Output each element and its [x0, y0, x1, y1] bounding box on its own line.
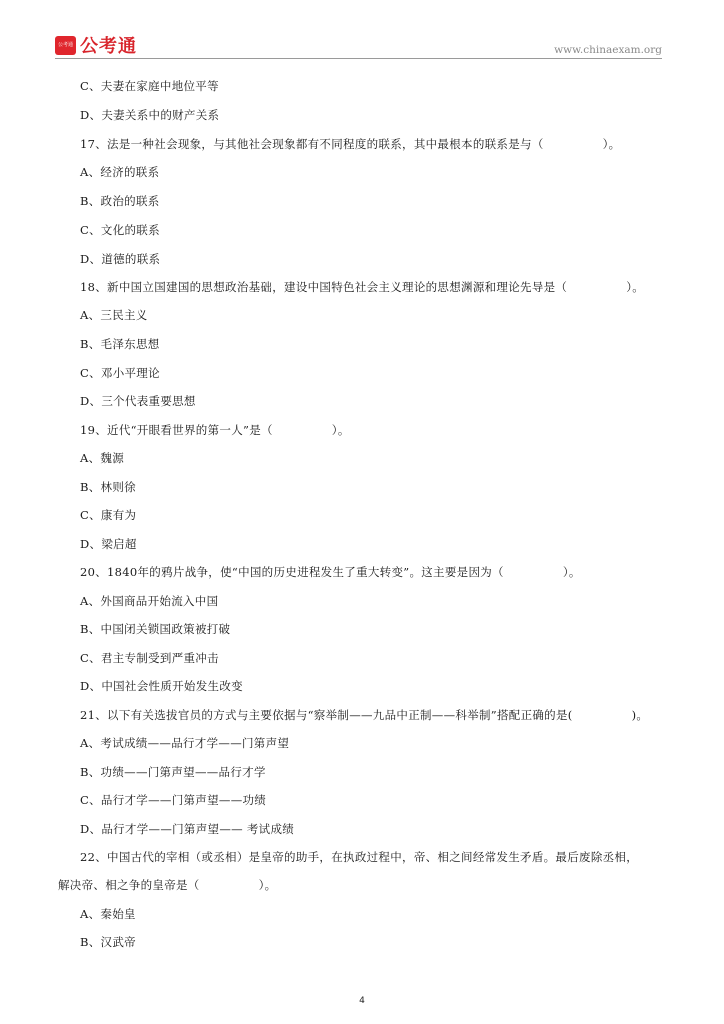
option-line: A、秦始皇 — [80, 907, 136, 921]
option-line: C、夫妻在家庭中地位平等 — [80, 79, 219, 93]
question-line: 22、中国古代的宰相（或丞相）是皇帝的助手，在执政过程中，帝、相之间经常发生矛盾。最后废除丞相， — [80, 850, 639, 864]
logo-text: 公考通 — [80, 36, 137, 57]
option-line: A、外国商品开始流入中国 — [80, 594, 219, 608]
option-line: A、经济的联系 — [80, 165, 160, 179]
option-line: A、魏源 — [80, 451, 125, 465]
option-line: D、三个代表重要思想 — [80, 394, 196, 408]
logo-badge: 公考通 — [55, 36, 76, 55]
option-line: B、中国闭关锁国政策被打破 — [80, 622, 231, 636]
option-line: D、夫妻关系中的财产关系 — [80, 108, 220, 122]
question-line: 17、法是一种社会现象，与其他社会现象都有不同程度的联系，其中最根本的联系是与（ ）。 — [80, 137, 621, 151]
option-line: D、中国社会性质开始发生改变 — [80, 679, 243, 693]
question-line: 19、近代“开眼看世界的第一人”是（ ）。 — [80, 423, 350, 437]
question-line: 20、1840年的鸦片战争，使“中国的历史进程发生了重大转变”。这主要是因为（ ）。 — [80, 565, 581, 579]
question-line-continued: 解决帝、相之争的皇帝是（ ）。 — [58, 878, 277, 892]
option-line: A、三民主义 — [80, 308, 148, 322]
option-line: A、考试成绩——品行才学——门第声望 — [80, 736, 290, 750]
option-line: D、梁启超 — [80, 537, 137, 551]
option-line: D、道德的联系 — [80, 252, 161, 266]
option-line: C、君主专制受到严重冲击 — [80, 651, 219, 665]
site-url: www.chinaexam.org — [554, 44, 662, 56]
option-line: C、康有为 — [80, 508, 137, 522]
page-number: 4 — [359, 996, 365, 1006]
option-line: C、品行才学——门第声望——功绩 — [80, 793, 267, 807]
option-line: B、林则徐 — [80, 480, 136, 494]
option-line: B、汉武帝 — [80, 935, 136, 949]
option-line: C、文化的联系 — [80, 223, 160, 237]
option-line: C、邓小平理论 — [80, 366, 160, 380]
question-line: 21、以下有关选拔官员的方式与主要依据与“察举制——九品中正制——科举制”搭配正确的是( )。 — [80, 708, 649, 722]
option-line: D、品行才学——门第声望—— 考试成绩 — [80, 822, 295, 836]
question-line: 18、新中国立国建国的思想政治基础，建设中国特色社会主义理论的思想渊源和理论先导是（ ）。 — [80, 280, 645, 294]
option-line: B、政治的联系 — [80, 194, 160, 208]
option-line: B、毛泽东思想 — [80, 337, 160, 351]
option-line: B、功绩——门第声望——品行才学 — [80, 765, 266, 779]
